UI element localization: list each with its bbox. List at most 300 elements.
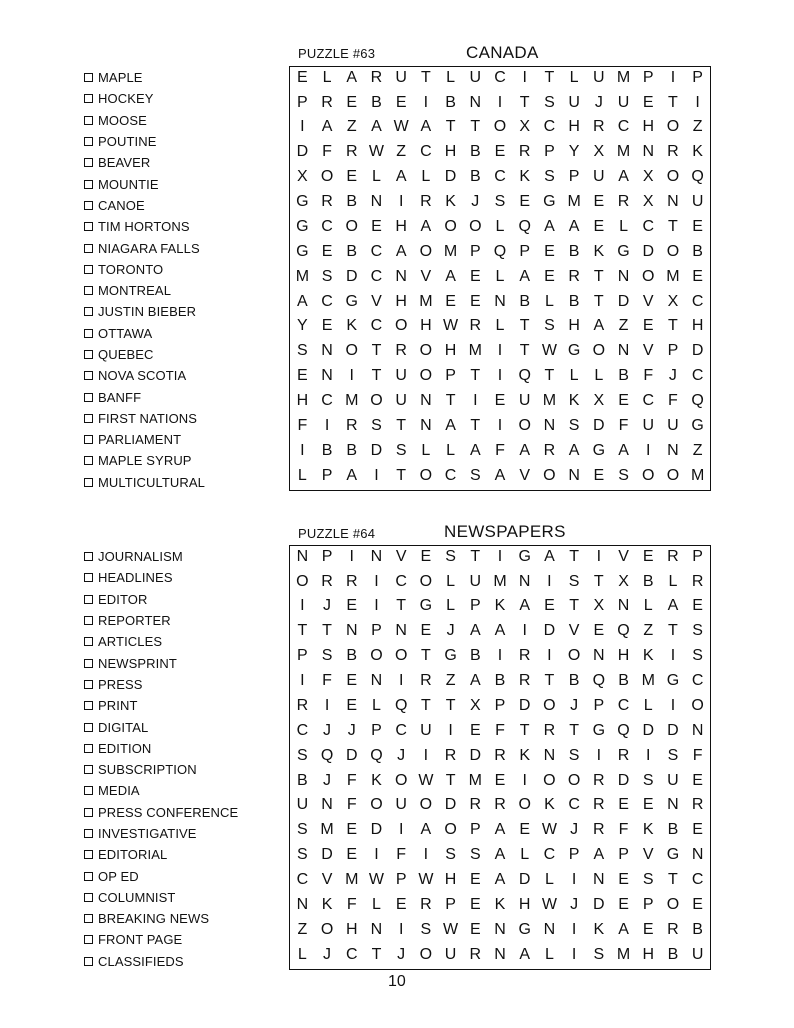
- grid-cell: J: [323, 771, 332, 789]
- grid-cell: I: [349, 367, 354, 385]
- word-list-item[interactable]: [84, 365, 205, 386]
- word-list-item[interactable]: [84, 173, 205, 194]
- grid-cell: N: [370, 672, 383, 690]
- grid-cell: G: [666, 846, 680, 864]
- word-list-item[interactable]: [84, 716, 238, 737]
- grid-cell: N: [667, 796, 679, 814]
- grid-cell: O: [543, 771, 556, 789]
- grid-cell: E: [469, 920, 481, 938]
- grid-cell: I: [398, 193, 404, 211]
- grid-cell: P: [642, 68, 654, 86]
- grid-cell: R: [469, 796, 482, 814]
- word-list-item[interactable]: [84, 131, 205, 152]
- grid-cell: B: [494, 672, 506, 690]
- word-list-item[interactable]: [84, 237, 205, 258]
- grid-cell: I: [522, 771, 527, 789]
- grid-cell: R: [617, 193, 630, 211]
- grid-cell: U: [568, 93, 580, 111]
- word-list-item[interactable]: [84, 323, 205, 344]
- word-list-item[interactable]: [84, 802, 238, 823]
- checkbox-icon[interactable]: [84, 350, 93, 359]
- grid-cell: J: [323, 597, 332, 615]
- grid-cell: S: [692, 622, 703, 640]
- word-label: QUEBEC: [98, 347, 154, 362]
- grid-cell: L: [446, 597, 456, 615]
- word-list-item[interactable]: [84, 259, 205, 280]
- grid-cell: P: [321, 466, 333, 484]
- word-list-item[interactable]: [84, 472, 205, 493]
- grid-cell: T: [445, 696, 456, 714]
- word-label: ARTICLES: [98, 634, 163, 650]
- checkbox-icon[interactable]: [84, 680, 93, 689]
- checkbox-icon[interactable]: [84, 201, 93, 210]
- word-label: COLUMNIST: [98, 889, 176, 905]
- grid-cell: S: [445, 547, 456, 565]
- grid-cell: I: [324, 696, 330, 714]
- grid-cell: R: [593, 821, 605, 839]
- grid-cell: P: [297, 647, 308, 665]
- grid-cell: O: [419, 945, 433, 963]
- grid-cell: A: [445, 267, 456, 285]
- grid-cell: C: [543, 846, 556, 864]
- grid-cell: E: [494, 392, 506, 410]
- grid-cell: G: [592, 721, 606, 739]
- word-list-item[interactable]: [84, 674, 238, 695]
- grid-cell: C: [691, 672, 704, 690]
- grid-cell: V: [568, 622, 580, 640]
- word-list-item[interactable]: [84, 429, 205, 450]
- checkbox-icon[interactable]: [84, 116, 93, 125]
- grid-cell: O: [469, 217, 482, 235]
- grid-cell: I: [497, 417, 503, 434]
- checkbox-icon[interactable]: [84, 137, 93, 146]
- checkbox-icon[interactable]: [84, 244, 93, 253]
- word-list-item[interactable]: [84, 280, 205, 301]
- grid-cell: S: [568, 746, 580, 764]
- word-list-item[interactable]: [84, 301, 205, 322]
- word-list-item[interactable]: [84, 408, 205, 429]
- grid-cell: I: [522, 68, 527, 86]
- word-list-item[interactable]: [84, 908, 238, 929]
- grid-cell: D: [469, 746, 482, 764]
- checkbox-icon[interactable]: [84, 701, 93, 710]
- grid-cell: K: [642, 647, 654, 665]
- grid-cell: E: [469, 871, 481, 889]
- grid-cell: C: [543, 118, 556, 136]
- grid-cell: N: [321, 342, 333, 360]
- grid-cell: B: [692, 920, 703, 938]
- word-list-item[interactable]: [84, 110, 205, 131]
- grid-cell: C: [321, 392, 333, 410]
- grid-cell: D: [617, 292, 630, 310]
- word-label: TIM HORTONS: [98, 219, 190, 235]
- checkbox-icon[interactable]: [84, 456, 93, 465]
- grid-cell: O: [567, 647, 581, 665]
- grid-cell: I: [374, 466, 379, 484]
- grid-cell: I: [398, 821, 404, 839]
- word-label: FRONT PAGE: [98, 932, 183, 948]
- word-list-item[interactable]: [84, 887, 238, 908]
- word-list-item[interactable]: [84, 695, 238, 716]
- grid-cell: D: [518, 871, 531, 889]
- grid-cell: U: [518, 392, 531, 410]
- grid-cell: T: [519, 93, 530, 111]
- word-list-item[interactable]: [84, 823, 238, 844]
- grid-cell: U: [667, 417, 679, 434]
- grid-cell: G: [617, 242, 630, 260]
- grid-cell: E: [593, 466, 605, 484]
- word-list-item[interactable]: [84, 610, 238, 631]
- grid-cell: S: [445, 846, 456, 864]
- grid-cell: Y: [568, 143, 580, 161]
- grid-cell: E: [469, 292, 481, 310]
- grid-cell: R: [593, 796, 605, 814]
- puzzle-63-word-list: [84, 67, 205, 493]
- grid-cell: J: [397, 746, 406, 764]
- checkbox-icon[interactable]: [84, 222, 93, 231]
- checkbox-icon[interactable]: [84, 180, 93, 189]
- puzzle-63-title: CANADA: [466, 43, 539, 62]
- grid-cell: C: [395, 721, 407, 739]
- grid-cell: A: [544, 547, 555, 565]
- grid-cell: E: [321, 317, 333, 335]
- grid-cell: E: [469, 267, 481, 285]
- checkbox-icon[interactable]: [84, 765, 93, 774]
- grid-cell: P: [469, 242, 481, 260]
- grid-cell: R: [691, 572, 704, 590]
- checkbox-icon[interactable]: [84, 808, 93, 817]
- grid-cell: G: [666, 672, 680, 690]
- checkbox-icon[interactable]: [84, 435, 93, 444]
- grid-cell: I: [596, 547, 602, 565]
- grid-cell: M: [567, 193, 581, 211]
- grid-cell: E: [469, 721, 481, 739]
- grid-cell: A: [445, 417, 456, 434]
- grid-cell: R: [543, 441, 556, 459]
- grid-cell: B: [346, 441, 358, 459]
- puzzle-64-label: PUZZLE #64: [298, 526, 376, 541]
- grid-cell: N: [494, 945, 506, 963]
- grid-cell: R: [469, 945, 482, 963]
- grid-cell: V: [371, 292, 382, 310]
- grid-cell: L: [446, 441, 456, 459]
- grid-cell: K: [494, 597, 506, 615]
- word-label: POUTINE: [98, 134, 157, 150]
- grid-cell: B: [469, 143, 481, 161]
- word-list-item[interactable]: [84, 567, 238, 588]
- grid-cell: H: [420, 317, 432, 335]
- grid-cell: O: [394, 317, 408, 335]
- checkbox-icon[interactable]: [84, 478, 93, 487]
- checkbox-icon[interactable]: [84, 286, 93, 295]
- grid-cell: H: [296, 392, 309, 410]
- grid-cell: T: [371, 367, 382, 385]
- grid-cell: L: [297, 945, 307, 963]
- grid-cell: K: [568, 392, 580, 410]
- word-label: MOUNTIE: [98, 176, 159, 192]
- grid-cell: Q: [370, 746, 383, 764]
- grid-cell: S: [321, 267, 333, 285]
- grid-cell: Q: [493, 242, 507, 260]
- grid-cell: N: [420, 392, 432, 410]
- grid-cell: T: [668, 871, 678, 889]
- checkbox-icon[interactable]: [84, 872, 93, 881]
- grid-cell: E: [519, 821, 531, 839]
- checkbox-icon[interactable]: [84, 307, 93, 316]
- grid-cell: S: [420, 920, 432, 938]
- grid-cell: R: [345, 143, 358, 161]
- puzzle-63-letter-grid: [289, 66, 711, 491]
- checkbox-icon[interactable]: [84, 744, 93, 753]
- grid-cell: R: [345, 417, 358, 434]
- grid-cell: L: [643, 696, 653, 714]
- grid-cell: W: [541, 896, 557, 913]
- grid-cell: E: [469, 896, 481, 913]
- grid-cell: R: [395, 342, 407, 360]
- grid-cell: E: [642, 93, 654, 111]
- grid-cell: E: [618, 796, 629, 814]
- grid-cell: F: [396, 846, 407, 864]
- word-list-item[interactable]: [84, 344, 205, 365]
- word-list-item[interactable]: [84, 759, 238, 780]
- checkbox-icon[interactable]: [84, 94, 93, 103]
- grid-cell: S: [667, 746, 679, 764]
- grid-cell: T: [544, 672, 555, 690]
- grid-cell: F: [322, 143, 332, 161]
- grid-cell: C: [617, 696, 630, 714]
- grid-cell: X: [593, 143, 605, 161]
- word-list-item[interactable]: [84, 216, 205, 237]
- grid-cell: S: [395, 441, 407, 459]
- grid-cell: L: [544, 871, 554, 889]
- grid-cell: S: [618, 466, 629, 484]
- grid-cell: O: [370, 647, 383, 665]
- checkbox-icon[interactable]: [84, 893, 93, 902]
- grid-cell: R: [469, 317, 482, 335]
- grid-cell: T: [396, 466, 407, 484]
- grid-cell: L: [322, 68, 332, 86]
- checkbox-icon[interactable]: [84, 552, 93, 561]
- grid-cell: M: [443, 242, 458, 260]
- checkbox-icon[interactable]: [84, 329, 93, 338]
- grid-cell: Q: [617, 721, 630, 739]
- grid-cell: M: [295, 267, 310, 285]
- grid-cell: S: [297, 342, 308, 360]
- grid-cell: H: [691, 317, 704, 335]
- grid-cell: N: [321, 796, 333, 814]
- grid-cell: O: [444, 821, 457, 839]
- grid-cell: O: [567, 771, 581, 789]
- grid-cell: Q: [518, 367, 531, 385]
- grid-cell: G: [543, 193, 556, 211]
- word-list-item[interactable]: [84, 88, 205, 109]
- word-label: NEWSPRINT: [98, 655, 177, 671]
- grid-cell: N: [691, 721, 704, 739]
- grid-cell: P: [568, 846, 580, 864]
- grid-cell: T: [371, 945, 382, 963]
- grid-cell: R: [321, 193, 333, 211]
- grid-cell: I: [300, 597, 305, 615]
- grid-cell: J: [594, 93, 603, 111]
- grid-cell: Q: [518, 217, 531, 235]
- word-list-item[interactable]: [84, 652, 238, 673]
- grid-cell: H: [395, 217, 407, 235]
- checkbox-icon[interactable]: [84, 158, 93, 167]
- grid-cell: M: [641, 672, 655, 690]
- grid-cell: B: [469, 168, 481, 186]
- word-label: PRESS: [98, 676, 143, 692]
- grid-cell: X: [469, 696, 481, 714]
- grid-cell: U: [593, 168, 605, 186]
- checkbox-icon[interactable]: [84, 595, 93, 604]
- grid-cell: O: [666, 168, 680, 186]
- grid-cell: T: [445, 392, 456, 410]
- checkbox-icon[interactable]: [84, 786, 93, 795]
- grid-cell: C: [420, 143, 432, 161]
- grid-cell: A: [420, 118, 432, 136]
- grid-cell: U: [469, 572, 482, 590]
- word-list-item[interactable]: [84, 780, 238, 801]
- grid-cell: W: [418, 871, 434, 889]
- grid-cell: E: [642, 317, 654, 335]
- grid-cell: E: [346, 168, 358, 186]
- checkbox-icon[interactable]: [84, 850, 93, 859]
- checkbox-icon[interactable]: [84, 616, 93, 625]
- grid-cell: A: [593, 317, 605, 335]
- checkbox-icon[interactable]: [84, 371, 93, 380]
- grid-cell: U: [296, 796, 309, 814]
- grid-cell: W: [443, 317, 459, 335]
- checkbox-icon[interactable]: [84, 914, 93, 923]
- grid-cell: P: [445, 367, 456, 385]
- grid-cell: S: [494, 193, 506, 211]
- word-list-item[interactable]: [84, 929, 238, 950]
- word-list-item[interactable]: [84, 951, 238, 972]
- grid-cell: I: [423, 746, 429, 764]
- grid-cell: T: [470, 547, 481, 565]
- grid-cell: Z: [692, 441, 703, 459]
- grid-cell: D: [444, 168, 457, 186]
- grid-cell: O: [419, 367, 433, 385]
- checkbox-icon[interactable]: [84, 829, 93, 838]
- grid-cell: F: [495, 721, 505, 739]
- checkbox-icon[interactable]: [84, 957, 93, 966]
- grid-cell: A: [494, 622, 506, 640]
- word-list-item[interactable]: [84, 386, 205, 407]
- word-label: BREAKING NEWS: [98, 911, 210, 927]
- puzzle-64-letter-grid: [289, 545, 711, 970]
- grid-cell: E: [544, 242, 555, 260]
- grid-cell: I: [547, 572, 552, 590]
- grid-cell: H: [444, 143, 457, 161]
- checkbox-icon[interactable]: [84, 723, 93, 732]
- checkbox-icon[interactable]: [84, 935, 93, 944]
- word-list-item[interactable]: [84, 844, 238, 865]
- checkbox-icon[interactable]: [84, 637, 93, 646]
- grid-cell: E: [395, 896, 407, 913]
- grid-cell: V: [519, 466, 531, 484]
- grid-cell: Q: [394, 696, 408, 714]
- grid-cell: I: [300, 118, 305, 136]
- grid-cell: R: [593, 118, 605, 136]
- grid-cell: T: [445, 771, 456, 789]
- word-label: OP ED: [98, 868, 139, 884]
- grid-cell: H: [617, 647, 630, 665]
- word-list-item[interactable]: [84, 589, 238, 610]
- grid-cell: E: [642, 547, 654, 565]
- grid-cell: I: [670, 68, 676, 86]
- grid-cell: N: [469, 93, 482, 111]
- checkbox-icon[interactable]: [84, 265, 93, 274]
- checkbox-icon[interactable]: [84, 73, 93, 82]
- grid-cell: Q: [617, 622, 630, 640]
- grid-cell: N: [370, 193, 383, 211]
- grid-cell: I: [300, 672, 305, 690]
- grid-cell: D: [345, 267, 358, 285]
- grid-cell: L: [421, 441, 431, 459]
- word-list-item[interactable]: [84, 152, 205, 173]
- grid-cell: A: [469, 622, 481, 640]
- grid-cell: F: [495, 441, 505, 459]
- grid-cell: T: [593, 267, 604, 285]
- grid-cell: A: [469, 441, 481, 459]
- grid-cell: T: [420, 68, 431, 86]
- grid-cell: L: [372, 168, 381, 186]
- grid-cell: G: [567, 342, 581, 360]
- grid-cell: T: [569, 547, 579, 565]
- grid-cell: G: [444, 647, 457, 665]
- grid-cell: H: [642, 118, 654, 136]
- grid-cell: I: [497, 647, 503, 665]
- grid-cell: O: [370, 796, 383, 814]
- checkbox-icon[interactable]: [84, 659, 93, 668]
- word-list-item[interactable]: [84, 631, 238, 652]
- grid-cell: N: [296, 547, 309, 565]
- checkbox-icon[interactable]: [84, 573, 93, 582]
- grid-cell: D: [642, 721, 654, 739]
- grid-cell: J: [323, 945, 332, 963]
- word-list-item[interactable]: [84, 546, 238, 567]
- word-list-item[interactable]: [84, 195, 205, 216]
- grid-cell: D: [444, 796, 457, 814]
- grid-cell: N: [617, 267, 630, 285]
- word-list-item[interactable]: [84, 450, 205, 471]
- grid-cell: X: [642, 193, 654, 211]
- word-list-item[interactable]: [84, 738, 238, 759]
- word-list-item[interactable]: [84, 67, 205, 88]
- grid-cell: R: [568, 267, 580, 285]
- grid-cell: P: [618, 846, 629, 864]
- grid-cell: C: [494, 68, 506, 86]
- grid-cell: A: [618, 168, 629, 186]
- grid-cell: R: [420, 896, 432, 913]
- grid-cell: I: [324, 417, 330, 434]
- grid-cell: O: [394, 771, 408, 789]
- grid-cell: A: [618, 441, 629, 459]
- grid-cell: O: [394, 647, 408, 665]
- checkbox-icon[interactable]: [84, 393, 93, 402]
- grid-cell: F: [668, 392, 678, 410]
- grid-cell: X: [593, 392, 605, 410]
- grid-cell: P: [445, 896, 456, 913]
- grid-cell: R: [370, 68, 383, 86]
- grid-cell: J: [570, 896, 579, 913]
- word-list-item[interactable]: [84, 865, 238, 886]
- grid-cell: L: [495, 317, 505, 335]
- checkbox-icon[interactable]: [84, 414, 93, 423]
- grid-cell: S: [544, 317, 555, 335]
- grid-cell: N: [543, 746, 556, 764]
